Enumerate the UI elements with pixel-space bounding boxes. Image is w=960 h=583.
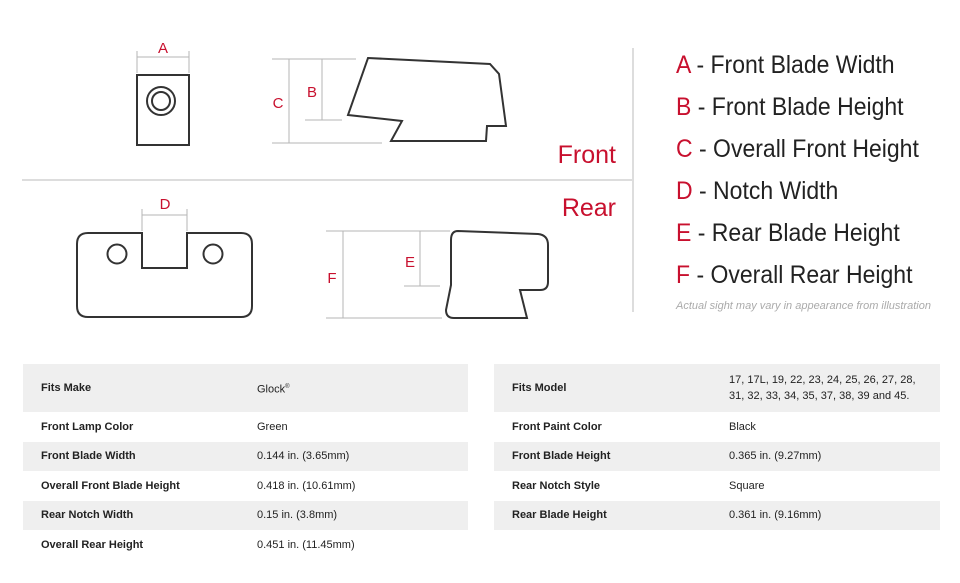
rear-section-label: Rear	[561, 194, 616, 222]
spec-label: Front Blade Width	[23, 442, 239, 472]
spec-value: 0.365 in. (9.27mm)	[711, 442, 940, 472]
rear-sight-end-view	[77, 233, 252, 317]
legend-item-c	[676, 128, 934, 170]
specs-table-left	[23, 364, 468, 560]
spec-label: Rear Blade Height	[494, 501, 711, 531]
legend-letter: B	[676, 93, 692, 121]
legend-text: - Notch Width	[692, 177, 839, 205]
dimension-legend	[676, 44, 956, 296]
table-row	[494, 471, 940, 501]
rear-sight-right-hole	[204, 245, 223, 264]
dim-label-e: E	[404, 254, 416, 271]
legend-text: - Front Blade Width	[690, 51, 895, 79]
table-row	[23, 530, 468, 560]
table-row	[494, 501, 940, 531]
legend-text: - Front Blade Height	[691, 93, 904, 121]
rear-sight-left-hole	[108, 245, 127, 264]
spec-value: Green	[257, 420, 288, 433]
spec-label: Front Lamp Color	[41, 420, 134, 433]
legend-text: - Overall Front Height	[692, 135, 919, 163]
legend-letter: E	[676, 219, 692, 247]
specs-table-right	[494, 364, 940, 530]
dim-label-f: F	[327, 270, 337, 287]
table-row	[494, 364, 940, 412]
table-row	[23, 442, 468, 472]
dim-label-a: A	[157, 40, 169, 57]
table-row	[23, 501, 468, 531]
front-section-label: Front	[557, 141, 616, 169]
spec-value: 0.418 in. (10.61mm)	[257, 479, 356, 492]
dim-label-b: B	[306, 84, 318, 101]
rear-sight-side-profile	[446, 231, 548, 318]
dimension-c	[272, 59, 382, 143]
legend-text: - Rear Blade Height	[691, 219, 900, 247]
registered-mark: ®	[285, 383, 290, 390]
front-sight-side-profile	[348, 58, 506, 141]
table-row	[23, 364, 468, 412]
spec-label: Front Paint Color	[512, 420, 602, 433]
dim-label-c: C	[272, 95, 284, 112]
spec-value: 0.144 in. (3.65mm)	[239, 442, 468, 472]
legend-item-e	[676, 212, 934, 254]
legend-item-b	[676, 86, 934, 128]
legend-text: - Overall Rear Height	[690, 261, 913, 289]
spec-value: 0.15 in. (3.8mm)	[239, 501, 468, 531]
spec-label: Front Blade Height	[494, 442, 711, 472]
spec-label: Overall Front Blade Height	[41, 479, 180, 492]
illustration-disclaimer: Actual sight may vary in appearance from illustration	[676, 300, 931, 312]
spec-label: Fits Model	[494, 364, 711, 412]
legend-letter: D	[676, 177, 693, 205]
spec-value: 0.361 in. (9.16mm)	[711, 501, 940, 531]
spec-value: Square	[729, 479, 765, 492]
spec-label: Overall Rear Height	[41, 538, 144, 551]
table-row	[23, 471, 468, 501]
spec-label: Fits Make	[23, 364, 239, 412]
table-row	[23, 412, 468, 442]
legend-letter: F	[676, 261, 691, 289]
legend-item-f	[676, 254, 934, 296]
dim-label-d: D	[159, 196, 171, 213]
front-sight-end-view	[137, 75, 189, 145]
dimension-f	[326, 231, 442, 318]
spec-label: Rear Notch Style	[512, 479, 601, 492]
spec-value: 0.451 in. (11.45mm)	[257, 538, 355, 551]
spec-value: 17, 17L, 19, 22, 23, 24, 25, 26, 27, 28, 31, 32, 33, 34, 35, 37, 38, 39 and 45.	[711, 364, 940, 412]
spec-value-text: Glock	[257, 383, 286, 396]
table-row	[494, 442, 940, 472]
legend-letter: C	[676, 135, 693, 163]
spec-value: Black	[729, 420, 756, 433]
spec-label: Rear Notch Width	[23, 501, 239, 531]
legend-item-d	[676, 170, 934, 212]
table-row	[494, 412, 940, 442]
legend-item-a	[676, 44, 934, 86]
spec-value	[239, 364, 468, 412]
legend-letter: A	[676, 51, 691, 79]
